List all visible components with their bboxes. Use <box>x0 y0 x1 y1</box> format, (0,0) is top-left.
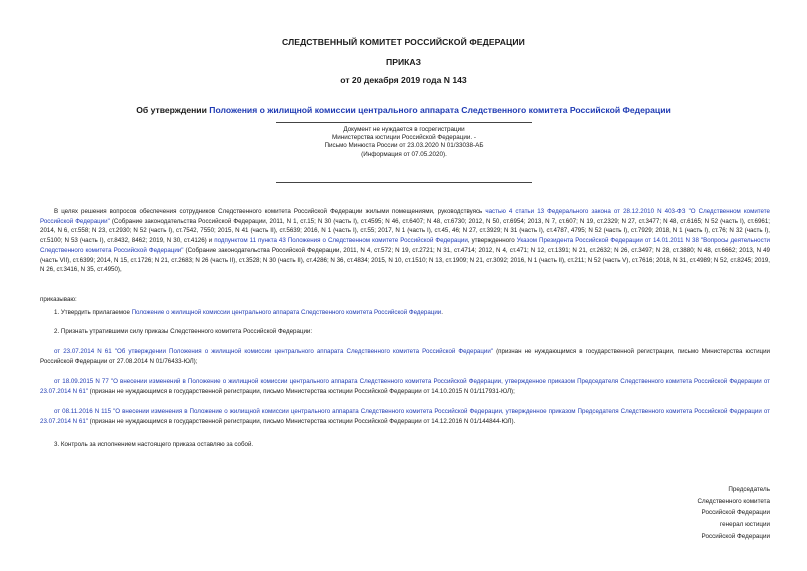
title-link[interactable]: Положения о жилищной комиссии центрального аппарата Следственного комитета Российской Федерации <box>209 105 671 115</box>
regulation-attachment-link[interactable]: Положение о жилищной комиссии центрального аппарата Следственного комитета Российской Федерации <box>131 309 442 316</box>
signature-line: генерал юстиции <box>720 521 770 529</box>
document-type: ПРИКАЗ <box>386 57 421 67</box>
preamble-paragraph <box>40 207 770 275</box>
note-line: (Информация от 07.05.2020). <box>361 150 447 158</box>
date-number: от 20 декабря 2019 года N 143 <box>340 75 467 85</box>
decree-link[interactable]: Указом Президента Российской Федерации от 14.01.2011 N 38 "Вопросы деятельности Следственного комитета Российской Федерации" <box>40 237 770 254</box>
preamble-text: (Собрание законодательства Российской Федерации, 2011, N 4, ст.572; N 19, ст.2721; N 31, ст.4714; 2012, N 4, ст.471; N 12, ст.1391; N 21, ст.2632; N 26, ст.3497; N 28, ст.3880; N 48, ст.6662; 2013, N 49 (часть VII), ст.6399; 2014, N 15, ст.1726; N 21, ст.2683; N 26 (часть II), ст.3528; N 30 (часть II), ст.4286; N 36, ст.4834; 2015, N 10, ст.1510; N 13, ст.1909; N 21, ст.3092; 2016, N 1 (часть II), ст.211; N 52 (часть V), ст.7616; 2018, N 31, ст.4989; N 52, ст.8245; 2019, N 26, ст.3416, N 35, ст.4950), <box>40 246 770 274</box>
committee-heading: СЛЕДСТВЕННЫЙ КОМИТЕТ РОССИЙСКОЙ ФЕДЕРАЦИИ <box>282 37 525 47</box>
repealed-order-text: (признан не нуждающимся в государственной регистрации, письмо Министерства юстиции Российской Федерации от 27.08.2014 N 01/76433-ЮЛ); <box>40 348 771 365</box>
item-2: 2. Признать утратившими силу приказы Следственного комитета Российской Федерации: <box>54 328 313 335</box>
repealed-order-2 <box>40 377 770 396</box>
signature-line: Российской Федерации <box>701 509 770 517</box>
note-line: Письмо Минюста России от 23.03.2020 N 01/33038-АБ <box>324 142 484 150</box>
note-rule-bottom <box>276 182 532 183</box>
item-1-end: . <box>441 309 444 316</box>
signature-line: Председатель <box>728 486 770 493</box>
document-title <box>0 105 807 115</box>
preamble-text: (Собрание законодательства Российской Федерации, 2011, N 1, ст.15; N 30 (часть I), ст.4595; N 46, ст.6407; N 48, ст.6730; 2012, N 50, ст.6954; 2013, N 7, ст.607; N 19, ст.2329; N 27, ст.3477; N 48, ст.6165; N 52 (часть I), ст.6961; 2014, N 6, ст.558; N 23, ст.2930; N 52 (часть I), ст.7542, 7550; 2015, N 41 (часть II), ст.5639; 2016, N 1 (часть I), ст.55; 2017, N 1 (часть I), ст.45, 46; N 27, ст.3929; N 31 (часть I), ст.4787, 4795; N 52 (часть I), ст.7929; 2018, N 1 (часть I), ст.76; N 32 (часть I), ст.5100; N 53 (часть I), ст.8432, 8462; 2019, N 30, ст.4126) и <box>40 217 770 245</box>
preamble-text: , утвержденного <box>467 237 517 245</box>
item-1 <box>54 308 770 318</box>
preamble-text: В целях решения вопросов обеспечения сотрудников Следственного комитета Российской Федерации жилыми помещениями, руководствуясь <box>54 208 486 215</box>
item-3: 3. Контроль за исполнением настоящего приказа оставляю за собой. <box>54 441 254 448</box>
repealed-order-link[interactable]: от 08.11.2016 N 115 "О внесении изменения в Положение о жилищной комиссии центрального аппарата Следственного комитета Российской Федерации, утвержденное приказом Председателя Следственного комитета Российской Федерации от 23.07.2014 N 61" <box>40 408 770 425</box>
repealed-order-3 <box>40 407 770 426</box>
note-line: Министерства юстиции Российской Федерации. - <box>331 134 476 142</box>
note-line: Документ не нуждается в госрегистрации <box>343 126 465 133</box>
note-rule-top <box>276 122 532 123</box>
repealed-order-text: (признан не нуждающимся в государственной регистрации, письмо Министерства юстиции Российской Федерации от 14.10.2015 N 01/117931-ЮЛ); <box>87 387 515 395</box>
signature-line: Следственного комитета <box>697 497 770 505</box>
registration-note <box>276 126 532 159</box>
repealed-order-link[interactable]: от 23.07.2014 N 61 "Об утверждении Положения о жилищной комиссии центрального аппарата Следственного комитета Российской Федерации" <box>54 348 494 355</box>
title-prefix: Об утверждении <box>136 105 210 115</box>
repealed-order-text: (признан не нуждающимся в государственной регистрации, письмо Министерства юстиции Российской Федерации от 14.12.2016 N 01/144844-ЮЛ). <box>87 417 516 425</box>
repealed-order-1 <box>40 347 770 366</box>
order-word: приказываю: <box>40 296 77 303</box>
repealed-order-link[interactable]: от 18.09.2015 N 77 "О внесении изменений в Положение о жилищной комиссии центрального аппарата Следственного комитета Российской Федерации, утвержденное приказом Председателя Следственного комитета Российской Федерации от 23.07.2014 N 61" <box>40 378 770 395</box>
signature-line: Российской Федерации <box>701 532 770 540</box>
signature-block <box>600 484 770 543</box>
regulation-link[interactable]: подпунктом 11 пункта 43 Положения о Следственном комитете Российской Федерации <box>214 237 468 245</box>
law-link[interactable]: частью 4 статьи 13 Федерального закона от 28.12.2010 N 403-ФЗ "О Следственном комитете Российской Федерации" <box>40 208 770 225</box>
item-1-text: 1. Утвердить прилагаемое <box>54 309 132 316</box>
